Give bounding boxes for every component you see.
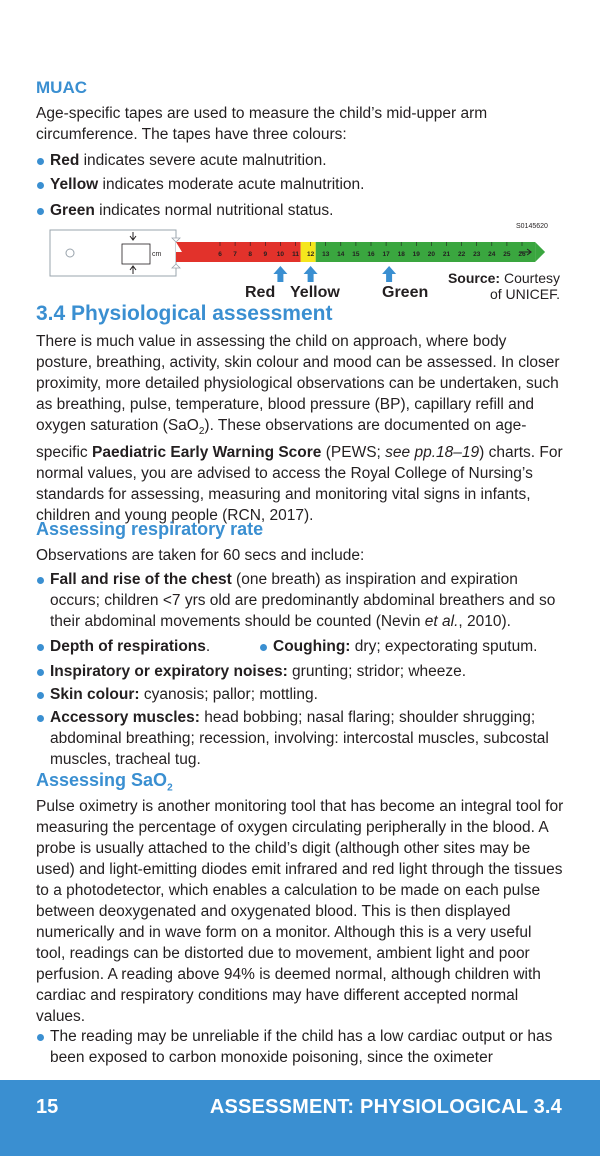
tape-number: 15 <box>352 251 360 258</box>
muac-bullet-list <box>36 150 564 221</box>
resp-bullet-skin <box>36 684 564 705</box>
source-line2: of UNICEF. <box>489 286 560 302</box>
bullet-bold: Skin colour: <box>50 686 140 703</box>
resp-bullet-chest <box>36 569 564 632</box>
resp-bullet-depth <box>36 636 210 657</box>
tape-number: 19 <box>412 251 420 258</box>
tape-tip <box>535 242 545 262</box>
bullet-text: cyanosis; pallor; mottling. <box>139 686 318 703</box>
resp-bullet-list <box>36 569 564 770</box>
sao2-heading-sub: 2 <box>167 782 173 794</box>
tape-number: 9 <box>263 251 268 258</box>
bullet-text: (one breath) as inspiration and expiration occurs; children <7 yrs old are predominantly abdominal breathers and so their abdominal movements should be counted (Nevin <box>50 571 556 630</box>
tape-source <box>448 270 560 302</box>
tape-number: 11 <box>292 251 299 258</box>
tape-code: S0145620 <box>516 223 548 230</box>
source-bold: Source: <box>447 270 501 286</box>
pews-pages: see pp.18–19 <box>385 444 480 462</box>
sao2-heading-text: Assessing SaO <box>36 770 168 790</box>
sao2-heading <box>36 770 173 794</box>
tape-cm-label: cm <box>152 251 162 258</box>
resp-bullet-noises <box>36 661 564 682</box>
tape-number: 22 <box>457 251 466 258</box>
muac-bullet-red <box>36 150 564 171</box>
bullet-bold: Fall and rise of the chest <box>50 571 232 588</box>
muac-bullet-yellow <box>36 174 564 195</box>
bullet-end: , 2010). <box>458 613 511 630</box>
source-text: Courtesy <box>503 270 560 286</box>
physio-sub: 2 <box>198 426 205 438</box>
physio-heading: 3.4 Physiological assessment <box>36 302 333 325</box>
tape-hole <box>66 249 74 257</box>
tape-number: 17 <box>382 251 390 258</box>
sao2-bullet: The reading may be unreliable if the child has a low cardiac output or has been exposed to carbon monoxide poisoning, since the oximeter <box>36 1026 564 1068</box>
resp-intro: Observations are taken for 60 secs and include: <box>36 547 365 564</box>
tape-number: 12 <box>306 251 315 258</box>
bullet-text: indicates moderate acute malnutrition. <box>98 176 365 193</box>
resp-heading: Assessing respiratory rate <box>36 519 264 539</box>
tape-green-segment <box>316 242 535 262</box>
physio-text-a: There is much value in assessing the child on approach, where body posture, breathing, activity, skin colour and mood can be assessed. In closer proximity, more detailed physiological observations can be undertaken, such as breathing, pulse, temperature, blood pressure (BP), capillary refill and oxygen saturation (SaO <box>36 333 560 434</box>
tape-number: 7 <box>233 251 237 258</box>
sao2-paragraph: Pulse oximetry is another monitoring tool that has become an integral tool for measuring the percentage of oxygen circulating peripherally in the blood. A probe is usually attached to the child’s digit (although other sites may be used) and light-emitting diodes emit infrared and red light through the tissues to a photodetector, which enables a calculation to be made on each pulse between deoxygenated and oxygenated blood. This is then displayed numerically and in wave form on a monitor. Although this is a very useful tool, readings can be distorted due to movement, ambient light and poor perfusion. A reading above 94% is deemed normal, although children with cardiac and respiratory conditions may have different accepted normal values. <box>36 798 564 1025</box>
tape-number: 21 <box>442 251 451 258</box>
bullet-bold: Accessory muscles: <box>50 709 200 726</box>
arrow-red-icon <box>273 266 287 282</box>
resp-bullet-row <box>36 636 564 657</box>
tape-number: 25 <box>503 251 511 258</box>
tape-red-segment <box>212 242 301 262</box>
tape-number: 18 <box>397 251 405 258</box>
physio-text-c: (PEWS; <box>321 444 386 462</box>
arrow-green-icon <box>382 266 396 282</box>
tape-label-green: Green <box>382 284 429 301</box>
bullet-text: indicates severe acute malnutrition. <box>79 152 327 169</box>
section-title: ASSESSMENT: PHYSIOLOGICAL 3.4 <box>209 1096 562 1118</box>
bullet-text: head bobbing; nasal flaring; shoulder shrugging; abdominal breathing; recession, involving: intercostal muscles, subcostal muscles, tracheal tug. <box>50 709 549 768</box>
tape-number: 16 <box>367 251 375 258</box>
tape-number: 6 <box>218 251 222 258</box>
page-footer <box>0 1080 600 1156</box>
tape-label-yellow: Yellow <box>290 284 340 301</box>
bullet-text: dry; expectorating sputum. <box>350 638 538 655</box>
resp-bullet-accessory <box>36 707 564 770</box>
physio-paragraph <box>36 331 564 526</box>
tape-number: 26 <box>518 251 526 258</box>
tape-label-red: Red <box>245 284 276 301</box>
tape-number: 14 <box>337 251 345 258</box>
bullet-bold: Red <box>50 152 80 169</box>
muac-heading: MUAC <box>36 78 87 97</box>
tape-window <box>122 244 150 264</box>
arrow-yellow-icon <box>304 266 318 282</box>
bullet-bold: Coughing: <box>273 638 351 655</box>
tape-number: 23 <box>473 251 481 258</box>
bullet-text: indicates normal nutritional status. <box>94 202 334 219</box>
physio-text-d: ) charts. For normal values, you are advised to access the Royal College of Nursing’s standards for assessing, measuring and monitoring vital signs in infants, children and young people (RCN, 2017). <box>36 444 563 525</box>
bullet-text: . <box>205 638 211 655</box>
bullet-bold: Depth of respirations <box>50 638 206 655</box>
bullet-bold: Yellow <box>50 176 99 193</box>
pews-term: Paediatric Early Warning Score <box>92 444 322 462</box>
bullet-text: grunting; stridor; wheeze. <box>287 663 467 680</box>
physio-text-b: ). These observations are documented on age-specific <box>36 417 527 462</box>
muac-intro: Age-specific tapes are used to measure the child’s mid-upper arm circumference. The tapes have three colours: <box>36 105 488 143</box>
bullet-bold: Inspiratory or expiratory noises: <box>50 663 288 680</box>
tape-number: 20 <box>427 251 436 258</box>
bullet-bold: Green <box>50 202 95 219</box>
page-number: 15 <box>36 1096 59 1118</box>
tape-number: 24 <box>488 251 496 258</box>
tape-number: 8 <box>248 251 253 258</box>
sao2-bullet-list <box>36 1026 564 1068</box>
tape-number: 13 <box>322 251 330 258</box>
tape-number: 10 <box>276 251 285 258</box>
resp-bullet-coughing <box>259 636 537 657</box>
muac-tape-figure <box>36 218 564 308</box>
bullet-italic: et al. <box>424 613 459 630</box>
